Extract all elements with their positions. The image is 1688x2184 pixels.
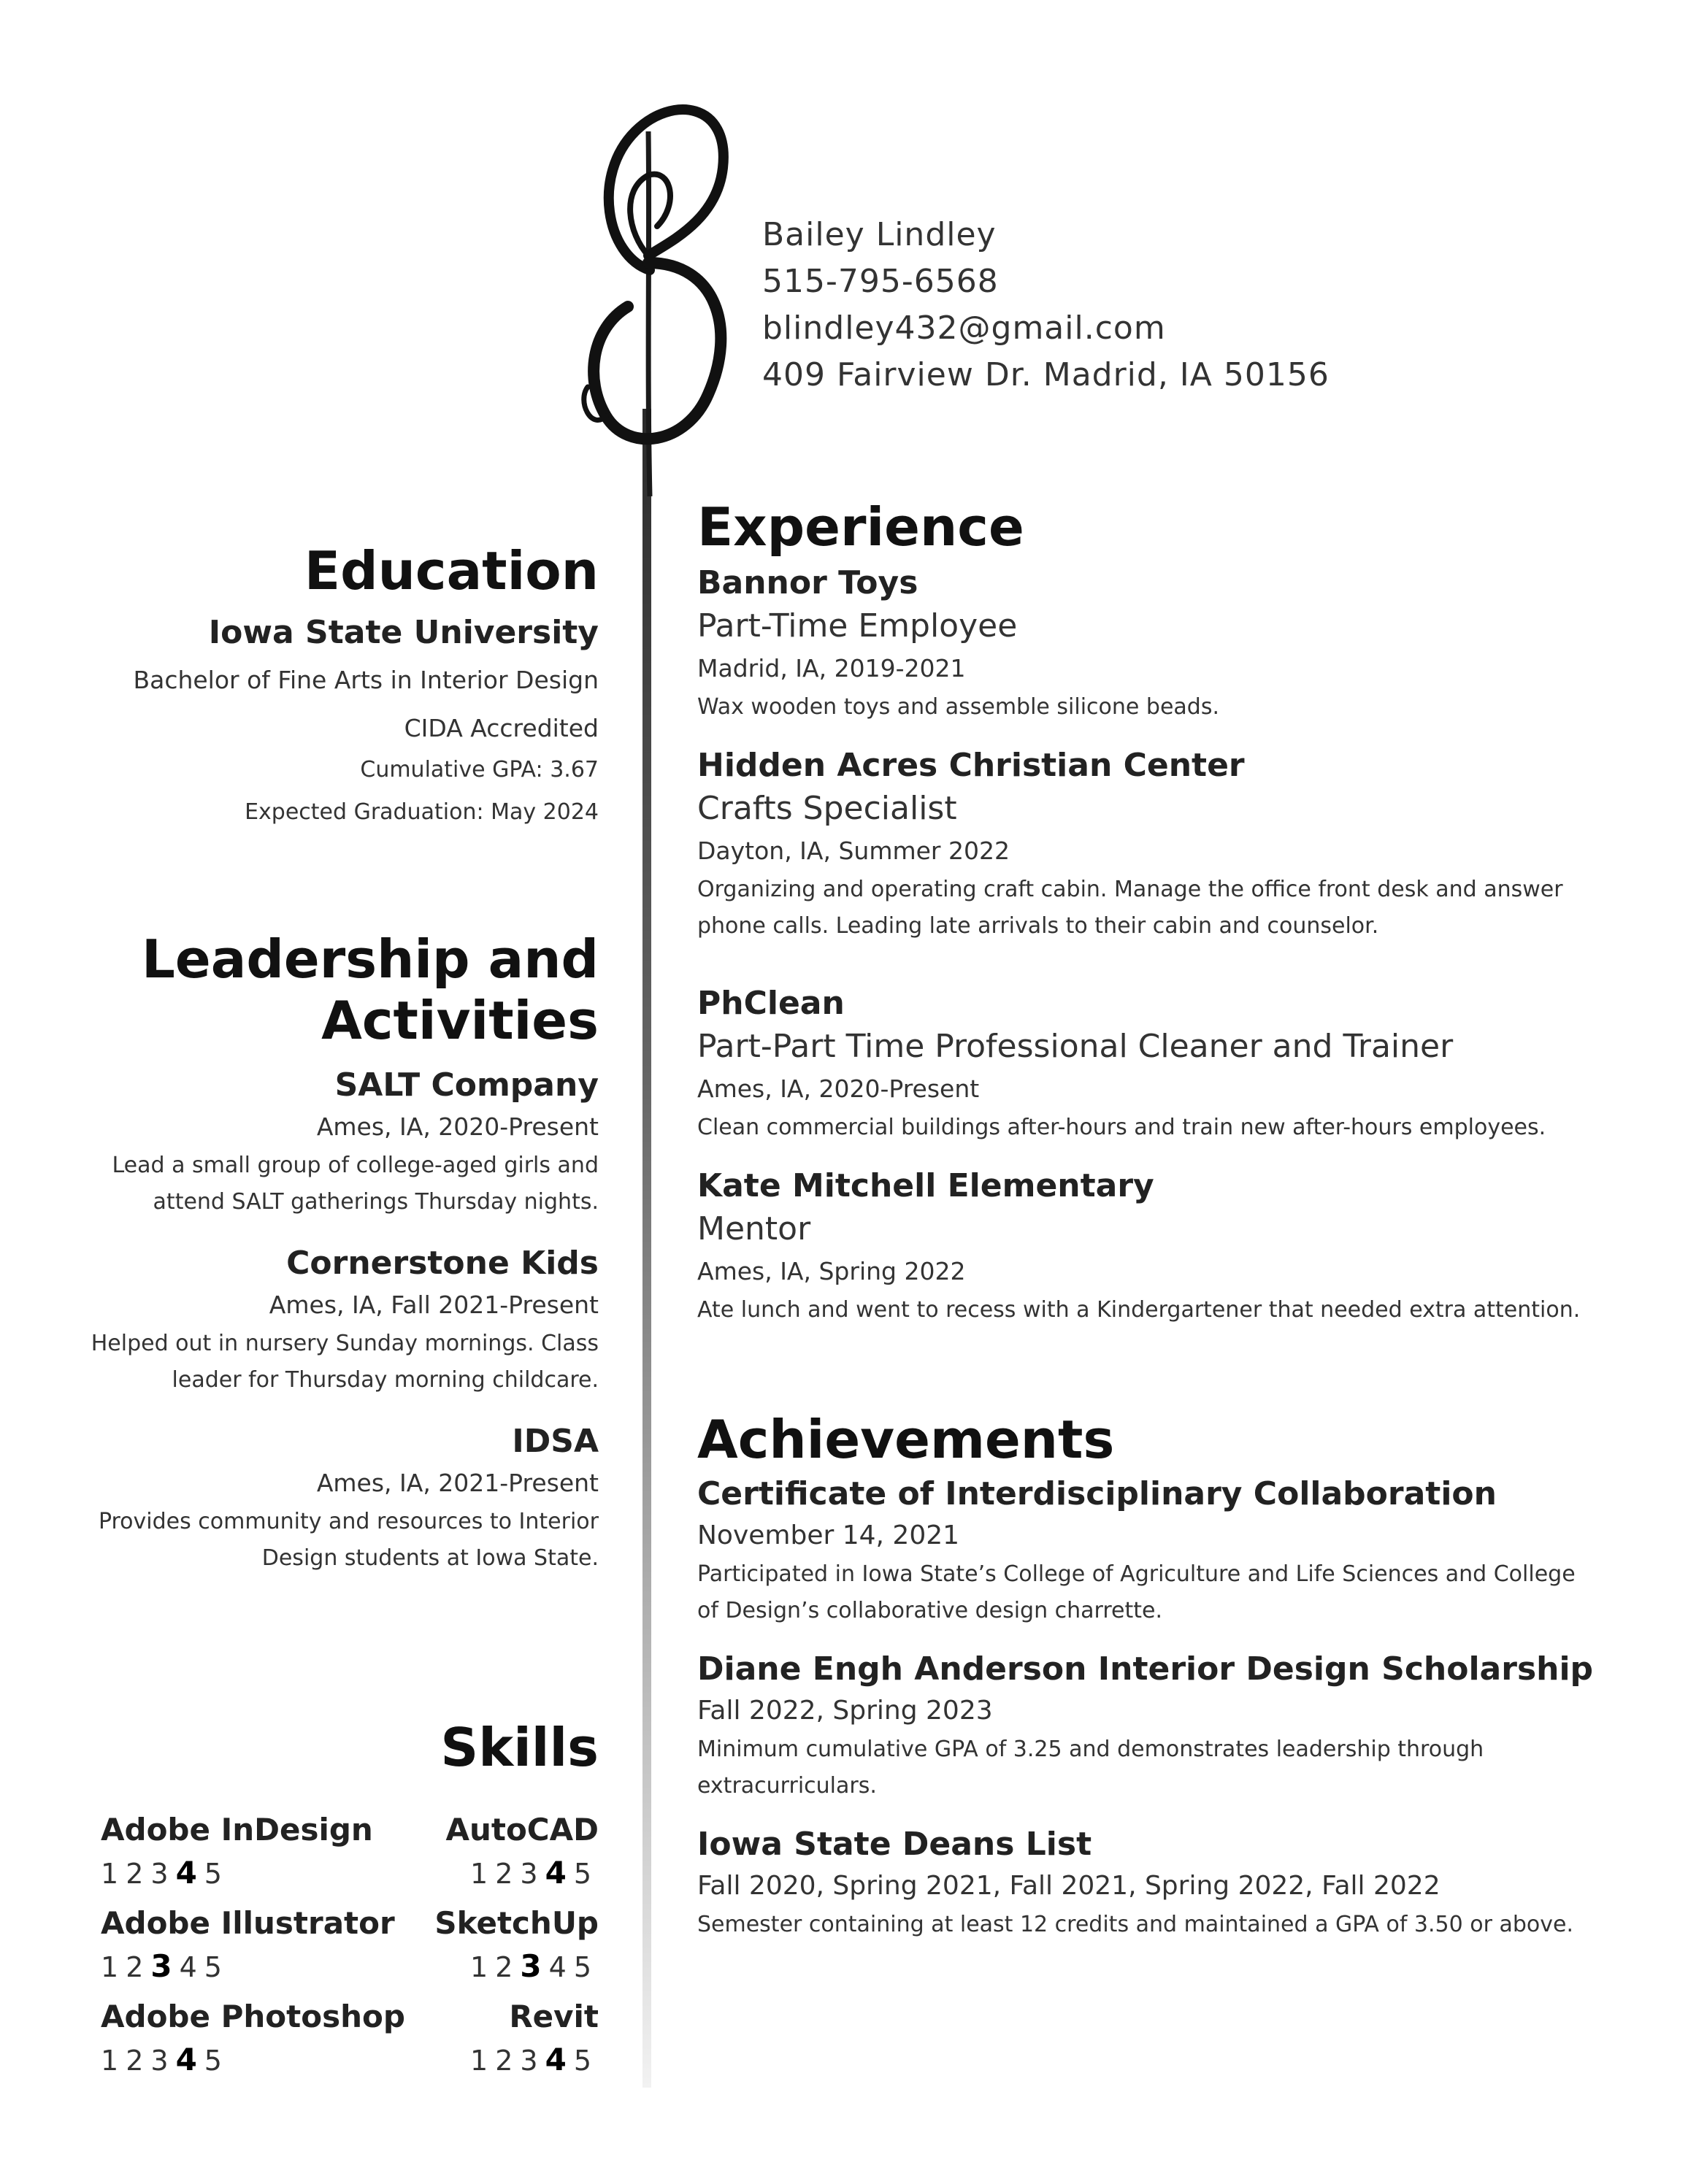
skill-rating-step: 5 — [573, 2045, 599, 2077]
skill-name: Adobe InDesign — [101, 1812, 373, 1847]
experience-item — [697, 983, 1632, 1146]
experience-org: Kate Mitchell Elementary — [697, 1167, 1154, 1204]
skill-rating-selected: 4 — [545, 2042, 574, 2077]
leadership-desc-line: Lead a small group of college-aged girls and — [112, 1153, 599, 1178]
leadership-org: SALT Company — [334, 1066, 599, 1104]
education-section — [73, 540, 599, 834]
skill-rating-step: 5 — [204, 1858, 229, 1890]
education-heading: Education — [304, 540, 599, 601]
skill-rating-step: 2 — [126, 2045, 151, 2077]
leadership-org: IDSA — [512, 1423, 599, 1460]
experience-desc-line: Wax wooden toys and assemble silicone beads. — [697, 694, 1220, 720]
skill-rating-step: 1 — [470, 1951, 496, 1983]
skills-section — [73, 1717, 599, 1778]
experience-meta: Ames, IA, 2020-Present — [697, 1074, 980, 1103]
contact-block — [762, 212, 1565, 399]
skill-name: Revit — [509, 1999, 599, 2034]
experience-role: Crafts Specialist — [697, 790, 957, 827]
skill-rating-step: 5 — [573, 1951, 599, 1983]
leadership-heading — [73, 928, 599, 1051]
leadership-item — [73, 1064, 599, 1220]
skills-heading: Skills — [440, 1717, 599, 1778]
contact-phone: 515-795-6568 — [762, 263, 999, 300]
experience-meta: Dayton, IA, Summer 2022 — [697, 837, 1010, 865]
education-gpa: Cumulative GPA: 3.67 — [360, 757, 599, 783]
skill-rating-step: 2 — [126, 1951, 151, 1983]
skill-rating-selected: 4 — [175, 1855, 204, 1891]
leadership-heading-line2: Activities — [321, 990, 599, 1051]
leadership-desc-line: attend SALT gatherings Thursday nights. — [153, 1189, 599, 1215]
experience-desc-line: Organizing and operating craft cabin. Manage the office front desk and answer — [697, 877, 1563, 902]
achievement-item — [697, 1473, 1632, 1629]
education-degree: Bachelor of Fine Arts in Interior Design — [133, 666, 599, 694]
skill-item — [292, 1902, 599, 1989]
experience-role: Part-Time Employee — [697, 607, 1018, 645]
experience-role: Mentor — [697, 1210, 811, 1247]
leadership-meta: Ames, IA, Fall 2021-Present — [269, 1291, 599, 1319]
achievement-desc-line: Minimum cumulative GPA of 3.25 and demonstrates leadership through — [697, 1737, 1484, 1762]
achievement-date: November 14, 2021 — [697, 1520, 960, 1550]
script-b-monogram-icon — [562, 88, 752, 496]
leadership-heading-line1: Leadership and — [142, 928, 599, 990]
skill-rating-step: 5 — [573, 1858, 599, 1890]
skill-name: Adobe Photoshop — [101, 1999, 405, 2034]
achievement-desc-line: extracurriculars. — [697, 1773, 877, 1799]
achievements-section — [697, 1409, 1632, 1943]
skill-rating-step: 4 — [548, 1951, 574, 1983]
skill-rating-step: 3 — [520, 1858, 545, 1890]
leadership-org: Cornerstone Kids — [286, 1245, 599, 1282]
skill-rating-step: 3 — [150, 1858, 176, 1890]
skill-rating-step: 5 — [204, 1951, 229, 1983]
skill-rating-selected: 4 — [545, 1855, 574, 1891]
experience-desc-line: Ate lunch and went to recess with a Kindergartener that needed extra attention. — [697, 1297, 1581, 1323]
leadership-item — [73, 1420, 599, 1577]
experience-org: Hidden Acres Christian Center — [697, 747, 1245, 784]
skill-rating-step: 3 — [150, 2045, 176, 2077]
skill-rating-step: 2 — [495, 1858, 521, 1890]
skill-name: AutoCAD — [445, 1812, 599, 1847]
skill-rating-selected: 4 — [175, 2042, 204, 2077]
leadership-meta: Ames, IA, 2020-Present — [316, 1112, 599, 1141]
leadership-meta: Ames, IA, 2021-Present — [316, 1469, 599, 1497]
achievement-title: Iowa State Deans List — [697, 1826, 1092, 1863]
achievements-heading: Achievements — [697, 1409, 1115, 1470]
skill-rating-step: 1 — [470, 1858, 496, 1890]
achievement-desc-line: of Design’s collaborative design charrette. — [697, 1598, 1163, 1623]
experience-item — [697, 745, 1632, 945]
education-accreditation: CIDA Accredited — [404, 714, 599, 742]
experience-meta: Ames, IA, Spring 2022 — [697, 1257, 966, 1285]
achievement-date: Fall 2022, Spring 2023 — [697, 1696, 993, 1726]
leadership-item — [73, 1242, 599, 1399]
experience-desc-line: phone calls. Leading late arrivals to their cabin and counselor. — [697, 913, 1379, 939]
skill-rating — [292, 1945, 599, 1989]
achievement-desc-line: Semester containing at least 12 credits and maintained a GPA of 3.50 or above. — [697, 1912, 1574, 1937]
experience-item — [697, 1165, 1632, 1329]
leadership-section — [73, 928, 599, 1577]
skill-name: SketchUp — [434, 1905, 599, 1941]
experience-item — [697, 562, 1632, 726]
vertical-divider — [642, 409, 651, 2088]
skill-rating — [292, 1851, 599, 1896]
experience-org: PhClean — [697, 985, 845, 1022]
experience-meta: Madrid, IA, 2019-2021 — [697, 654, 966, 682]
achievement-desc-line: Participated in Iowa State’s College of Agriculture and Life Sciences and College — [697, 1561, 1576, 1587]
contact-address: 409 Fairview Dr. Madrid, IA 50156 — [762, 356, 1330, 393]
skill-item — [292, 1809, 599, 1896]
left-column — [73, 540, 599, 1577]
achievement-date: Fall 2020, Spring 2021, Fall 2021, Spring 2022, Fall 2022 — [697, 1871, 1440, 1901]
achievement-item — [697, 1823, 1632, 1943]
leadership-desc-line: Helped out in nursery Sunday mornings. Class — [91, 1331, 599, 1356]
skill-rating-step: 1 — [101, 1951, 126, 1983]
skill-rating-step: 1 — [101, 1858, 126, 1890]
experience-desc-line: Clean commercial buildings after-hours and train new after-hours employees. — [697, 1115, 1546, 1140]
experience-org: Bannor Toys — [697, 564, 918, 601]
leadership-desc-line: leader for Thursday morning childcare. — [172, 1367, 599, 1393]
skill-rating — [292, 2038, 599, 2083]
achievement-item — [697, 1648, 1632, 1804]
skill-name: Adobe Illustrator — [101, 1905, 395, 1941]
skill-rating-step: 3 — [520, 2045, 545, 2077]
skill-rating-selected: 3 — [150, 1948, 180, 1984]
experience-heading: Experience — [697, 496, 1024, 558]
leadership-desc-line: Provides community and resources to Interior — [98, 1509, 599, 1534]
achievement-title: Diane Engh Anderson Interior Design Scholarship — [697, 1650, 1594, 1688]
contact-email: blindley432@gmail.com — [762, 309, 1166, 347]
skill-rating-step: 5 — [204, 2045, 229, 2077]
skill-rating-step: 1 — [470, 2045, 496, 2077]
skill-item — [292, 1996, 599, 2083]
education-school: Iowa State University — [208, 614, 599, 651]
education-graduation: Expected Graduation: May 2024 — [245, 799, 599, 825]
skill-rating-step: 1 — [101, 2045, 126, 2077]
leadership-desc-line: Design students at Iowa State. — [261, 1545, 599, 1571]
experience-role: Part-Part Time Professional Cleaner and Trainer — [697, 1028, 1454, 1065]
skill-rating-step: 2 — [495, 1951, 521, 1983]
skill-rating-step: 2 — [495, 2045, 521, 2077]
right-column — [697, 496, 1632, 1943]
contact-name: Bailey Lindley — [762, 216, 997, 253]
skill-rating-step: 2 — [126, 1858, 151, 1890]
skill-rating-selected: 3 — [520, 1948, 549, 1984]
skill-rating-step: 4 — [179, 1951, 204, 1983]
experience-section — [697, 496, 1632, 1329]
achievement-title: Certificate of Interdisciplinary Collaboration — [697, 1475, 1497, 1512]
